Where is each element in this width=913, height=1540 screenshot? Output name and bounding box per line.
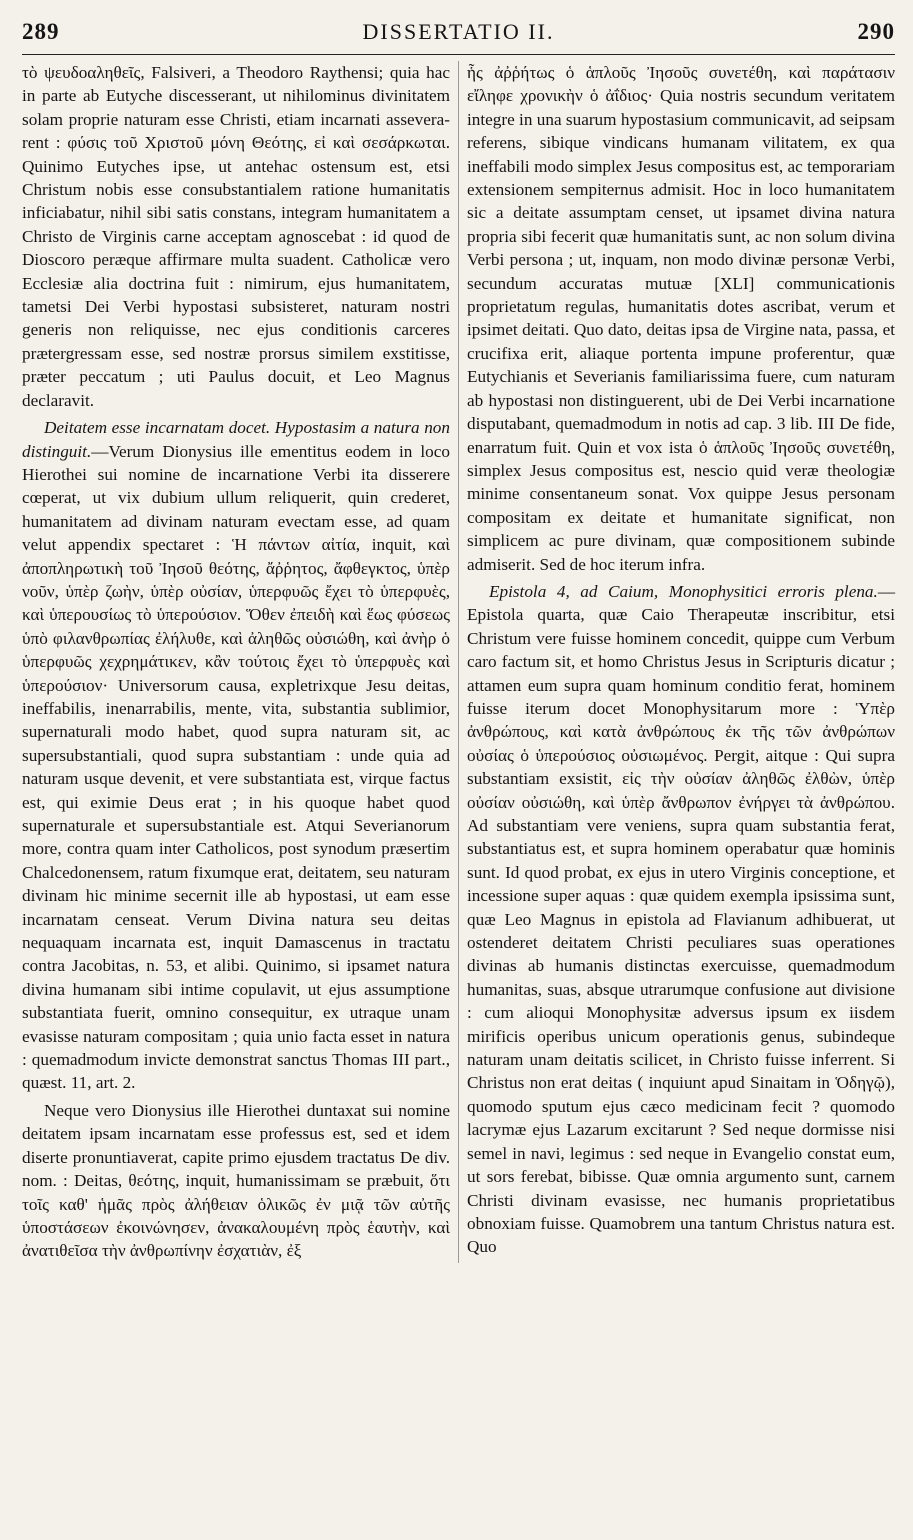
right-paragraph-1: ἧς ἀῤῥήτως ὁ ἁπλοῦς Ἰησοῦς συνετέθη, καὶ παράτασιν εἴληφε χρονικὴν ὁ ἀΐδιος· Quia nostris secundum veritatem integre in una suarum hypostasium communicavit, ad seipsam referens, sibique vindicans humanam vilitatem, ex qua ineffabili modo simplex Jesus compositus est, ac temporariam extensionem sempiternus admisit. Hoc in loco humanitatem sic a deitate assumptam censet, ut ipsamet divina natura propria sibi fecerit quæ humanitatis sunt, ac non solum divina Verbi persona ; ut, inquam, non modo divinæ personæ Verbi, secundum accuratas mutuæ [XLI] communicationis proprietatum regulas, humanitatis dotes ascribat, verum et ipsimet deitati. Quo dato, deitas ipsa de Virgine nata, passa, et crucifixa erit, aliaque portenta impune proferentur, quæ Eutychianis et Severianis familiarissima fuere, cum naturam ab hypostasi non distinguerent, ubi de Dei Verbi incarnatione disputabant, quemadmodum in notis ad cap. 3 lib. III De fide, enarratum fuit. Quin et vox ista ὁ ἁπλοῦς Ἰησοῦς συνετέθη, simplex Jesus compositus est, nescio quid veræ theologiæ minime consentaneum sonat. Vox quippe Jesus personam compositam ex deitate et humanitate significat, non simplicem ac pure divinam, quæ compositionem subinde admiserit. Sed de hoc iterum infra. [467,63,895,574]
page-number-left: 289 [22,19,60,44]
left-section-heading: Deitatem esse incarnatam docet. Hypostasim a natura non distinguit. [22,418,450,461]
left-paragraph-2: —Verum Dionysius ille ementitus eodem in loco Hierothei sui nomine de incarnatione Verbi ita disserere cœperat, ut vix dubium ullum reliquerit, quin crederet, humanitatem ad divinam naturam evectam esse, ad quam velut appendix spectaret : Ἡ πάντων αἰτία, inquit, καὶ ἀποπληρωτικὴ τοῦ Ἰησοῦ θεότης, ἄῤῥητος, ἄφθεγκτος, ὑπὲρ νοῦν, ὑπὲρ ζωὴν, ὑπὲρ οὐσίαν, ὑπερφυῶς ἔχει τὸ ὑπερφυὲς, καὶ ὑπερουσίως τὸ ὑπερούσιον. Ὅθεν ἐπειδὴ καὶ ἕως φύσεως ὑπὸ φιλανθρωπίας ἐλήλυθε, καὶ ἀληθῶς οὐσιώθη, καὶ ἀνὴρ ὁ ὑπερφυῶς χεχρημάτικεν, κἂν τούτοις ἔχει τὸ ὑπερφυὲς καὶ ὑπερούσιον· Universorum causa, expletrixque Jesu deitas, ineffabilis, inenarrabilis, mente, vita, substantia sublimior, supernaturali modo habet, quod supra naturam sit, ac supersubstantiali, quod supra substantiam : unde quia ad naturam usque devenit, et vere substantiata est, virque factus est, qui eximie Deus erat ; in his quoque habet quod supernaturale et supersubstantiale est. Atqui Severianorum more, contra quam inter Catholicos, post synodum præsertim Chalcedonensem, ratum fixumque erat, deitatem, seu naturam divinam hic minime secernit ille ab hypostasi, ut eam esse incarnatam censeat. Verum Divina natura seu deitas nequaquam incarnata est, inquit Damascenus in tractatu contra Jacobitas, n. 53, et alibi. Quinimo, si ipsamet natura divina humanam sibi intime copulavit, ut ejus assumptione substantiata fuerit, omnino consequitur, ex utraque unam evasisse naturam compositam ; quia unio facta esset in natura : quemadmodum invicte demonstrat sanctus Thomas III part., quæst. 11, art. 2. [22,441,450,1093]
running-title: DISSERTATIO II. [362,19,555,44]
right-paragraph-2: — Epistola quarta, quæ Caio Therapeutæ inscribitur, etsi Christum vere fuisse hominem concedit, quippe cum Verbum caro factum sit, et homo Christus Jesus in Scripturis dicatur ; attamen eum supra quam hominum conditio ferat, hominem fuisse iterum docet Monophysitarum more : Ὑπὲρ ἀνθρώπους, καὶ κατὰ ἀνθρώπους ἐκ τῆς τῶν ἀνθρώπων οὐσίας ὁ ὑπερούσιος οὐσιωμένος. Pergit, aitque : Qui supra substantiam exsistit, εἰς τὴν οὐσίαν ἀληθῶς ἐλθὼν, ὑπὲρ οὐσίαν οὐσιώθη, καὶ ὑπὲρ ἄνθρωπον ἐνήργει τὰ ἀνθρώπου. Ad substantiam vere veniens, supra quam substantia ferat, substantiatus est, et supra hominem operabatur quæ hominis sunt. Id quod probat, ex ejus in utero Virginis conceptione, et incessione super aquas : quæ quidem exempla ipsissima sunt, quæ Leo Magnus in epistola ad Flavianum adhibuerat, ut ostenderet deitatem Christi peculiares suas operationes divinas ab humanis distinctas exercuisse, quemadmodum humanitas, suas, absque utrarumque confusione aut divisione : cum alioqui Monophysitæ adversus ipsum ex iisdem mirificis operibus unicum operationis genus, subindeque naturam unam deitatis scilicet, in Christo fuisse inferrent. Si Christus non erat deitas ( inquiunt apud Sinaitam in Ὁδηγῷ), quomodo sputum ejus cæco medicinam fecit ? quomodo lacrymæ ejus Lazarum excitarunt ? Sed neque dormisse nisi semel in navi, legimus : sed neque in Evangelio constat eum, ut sors ferebat, bibisse. Quæ omnia argumento sunt, carnem Christi divinam evasisse, nec humanis proprietatibus obnoxiam fuisse. Quamobrem una tantum Christus natura est. Quo [467,581,895,1257]
text-columns [22,61,895,1263]
page-header [22,10,895,55]
left-column [22,61,450,1263]
left-paragraph-3: Neque vero Dionysius ille Hierothei duntaxat sui nomine deitatem ipsam incarnatam esse professus est, sed et idem diserte pronuntiaverat, capite primo ejusdem tractatus De div. nom. : Deitas, θεότης, inquit, humanissimam se præbuit, ὅτι τοῖς καθ' ἡμᾶς πρὸς ἀλήθειαν ὁλικῶς ἐν μιᾷ τῶν αὐτῆς ὑποστάσεων ἐκοινώνησεν, ἀνακαλουμένη πρὸς ἑαυτὴν, καὶ ἀνατιθεῖσα τὴν ἀνθρωπίνην ἐσχατιὰν, ἐξ [22,1100,450,1261]
left-paragraph-1: τὸ ψευδοαληθεῖς, Falsiveri, a Theodoro Raythensi; quia hac in parte ab Eutyche discesserant, ut nihilominus divinitatem solam proprie naturam esse Christi, etiam incarnati asseverarent : φύσις τοῦ Χριστοῦ μόνη Θεότης, εἰ καὶ σεσάρκωται. Quinimo Eutyches ipse, ut antehac ostensum est, etsi Christum nobis esse consubstantialem ratione humanitatis inficiabatur, nihil sibi satis constans, integram humanitatem a Christo de Virginis carne acceptam agnoscebat : id quod de Dioscoro peræque affirmare multa suadent. Catholicæ vero Ecclesiæ alia doctrina fuit : nimirum, ejus humanitatem, tametsi Dei Verbi hypostasi subsisteret, naturam nostri generis non reliquisse, nec ejus conditionis carceres prætergressam esse, sed nostræ prorsus similem exstitisse, præter peccatum ; uti Paulus docuit, et Leo Magnus declaravit. [22,63,450,410]
right-section-heading: Epistola 4, ad Caium, Monophysitici erroris plena. [489,581,878,601]
right-column [467,61,895,1263]
page-number-right: 290 [857,19,895,44]
column-divider [458,61,459,1263]
